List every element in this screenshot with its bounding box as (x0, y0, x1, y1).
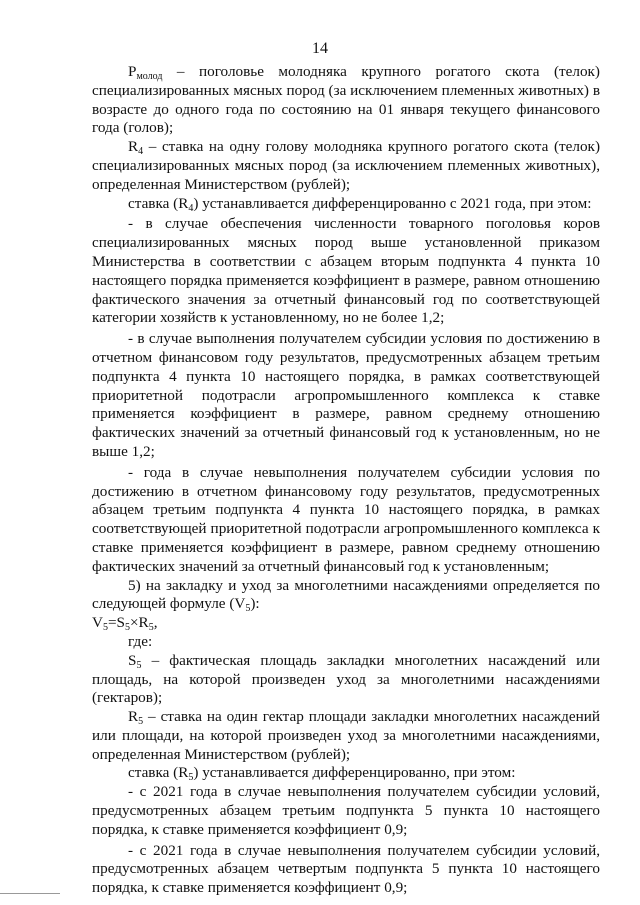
paragraph-coefficient-unfulfilled: - года в случае невыполнения получателем субсидии условия по достижению в отчетном финансовому году результатов, предусмотренных абзацем третьим подпункта 4 пункта 10 настоящего порядка, в рамках соответствующей приоритетной подотрасли агропромышленного комплекса к ставке применяется коэффициент в размере, равном среднему отношению фактических значений за отчетный финансовый год к установленным; (92, 463, 600, 575)
paragraph-r5-coefficient-fourth: - с 2021 года в случае невыполнения получателем субсидии условий, предусмотренных абзацем четвертым подпункта 5 пункта 10 настоящего порядка, к ставке применяется коэффициент 0,9; (92, 841, 600, 897)
paragraph-coefficient-cows: - в случае обеспечения численности товарного поголовья коров специализированных мясных пород выше установленной приказом Министерства в соответствии с абзацем вторым подпункта 4 пункта 10 настоящего порядка применяется коэффициент в размере, равном отношению фактического значения за отчетный финансовый год по соответствующей категории хозяйств к установленному, но не более 1,2; (92, 215, 600, 327)
paragraph-r4-differentiation: ставка $(R_4)$ устанавливается дифференцированно с 2021 года, при этом: (128, 194, 592, 214)
paragraph-r5-coefficient-third: - с 2021 года в случае невыполнения получателем субсидии условий, предусмотренных абзацем третьим подпункта 5 пункта 10 настоящего порядка, к ставке применяется коэффициент 0,9; (92, 783, 600, 838)
paragraph-r5-definition: $R_5$ – ставка на один гектар площади закладки многолетних насаждений или площади, на которой произведен уход за многолетними насаждениями, определенная Министерством (рублей); (92, 708, 600, 763)
paragraph-r5-differentiation: ставка $(R_5)$ устанавливается дифференцированно, при этом: (128, 764, 516, 784)
document-body (92, 63, 600, 898)
page-number: 14 (312, 40, 328, 57)
footer-divider (0, 893, 60, 894)
paragraph-p-molod: $P_{молод}$ – поголовье молодняка крупного рогатого скота (телок) специализированных мясных пород (за исключением племенных животных) в возрасте до одного года по состоянию на 01 января текущего финансового года (голов); (92, 63, 600, 137)
paragraph-coefficient-fulfilled: - в случае выполнения получателем субсидии условия по достижению в отчетном финансовом году результатов, предусмотренных абзацем третьим подпункта 4 пункта 10 настоящего порядка, в рамках соответствующей приоритетной подотрасли агропромышленного комплекса к ставке применяется коэффициент в размере, равном среднему отношению фактических значений за отчетный финансовый год к установленным, но не выше 1,2; (92, 330, 600, 460)
formula-v5: $V_5=S_5\times R_5$, (92, 614, 158, 634)
paragraph-s5-definition: $S_5$ – фактическая площадь закладки многолетних насаждений или площадь, на которой произведен уход за многолетними насаждениями (гектаров); (92, 651, 600, 707)
paragraph-item-5: 5) на закладку и уход за многолетними насаждениями определяется по следующей формуле $(V_5)$: (92, 576, 600, 615)
paragraph-r4-definition: $R_4$ – ставка на одну голову молодняка крупного рогатого скота (телок) специализированных мясных пород (за исключением племенных животных), определенная Министерством (рублей); (92, 138, 600, 193)
paragraph-where: где: (128, 632, 153, 650)
